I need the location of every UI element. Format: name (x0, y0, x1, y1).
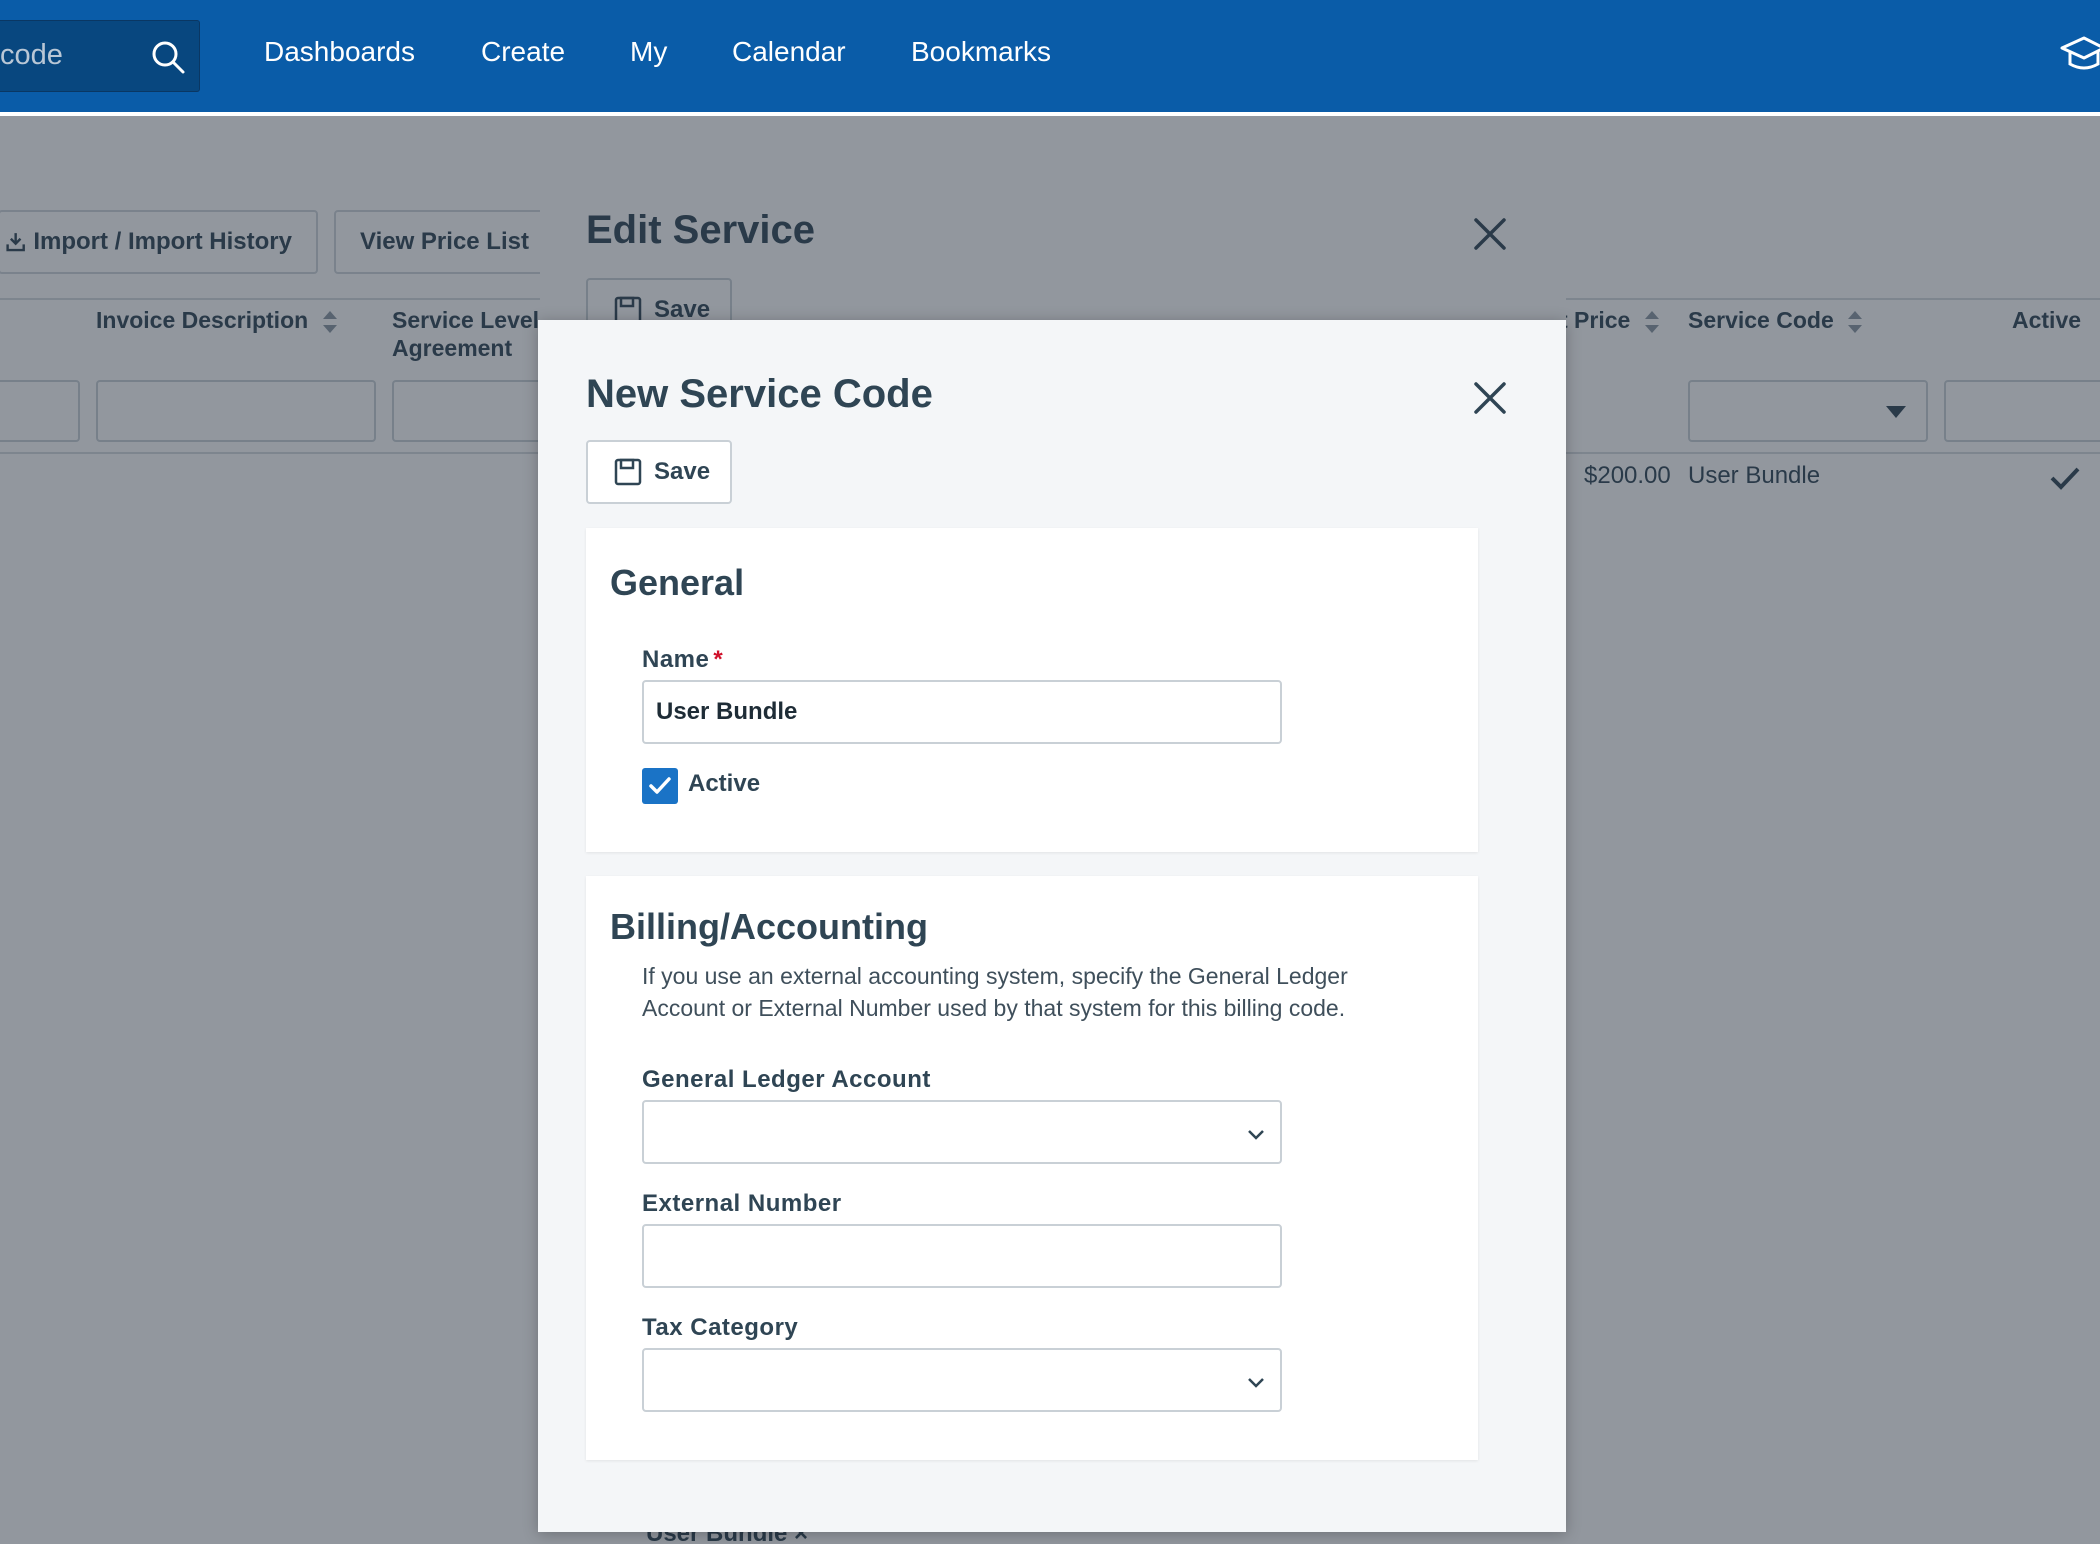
close-icon[interactable] (1472, 380, 1508, 416)
nav-link-dashboards[interactable]: Dashboards (264, 36, 415, 67)
chevron-down-icon (1246, 1124, 1266, 1144)
global-search[interactable] (0, 20, 200, 92)
active-label[interactable]: Active (688, 770, 761, 797)
name-input[interactable] (642, 680, 1282, 744)
new-service-code-dialog (538, 320, 1566, 1532)
billing-accounting-section (586, 876, 1478, 1460)
billing-section-title: Billing/Accounting (610, 906, 928, 947)
general-section (586, 528, 1478, 852)
gl-account-select[interactable] (642, 1100, 1282, 1164)
external-number-input[interactable] (642, 1224, 1282, 1288)
graduation-cap-icon[interactable] (2060, 34, 2100, 74)
tax-category-label: Tax Category (642, 1314, 799, 1341)
top-nav-bar (0, 0, 2100, 112)
check-icon (642, 768, 678, 804)
billing-description: If you use an external accounting system, specify the General Ledger Account or External Number used by that system for this billing code. (642, 963, 1348, 1021)
dialog-title: New Service Code (586, 372, 933, 416)
chevron-down-icon (1246, 1372, 1266, 1392)
required-marker: * (713, 646, 724, 673)
search-input-text[interactable]: code (0, 39, 63, 71)
name-label: Name * (642, 646, 724, 673)
save-label: Save (654, 458, 711, 485)
gl-account-label: General Ledger Account (642, 1066, 931, 1093)
nav-link-create[interactable]: Create (481, 36, 566, 67)
save-button[interactable] (586, 440, 732, 504)
external-number-label: External Number (642, 1190, 842, 1217)
active-checkbox[interactable] (642, 768, 678, 804)
nav-link-calendar[interactable]: Calendar (732, 36, 846, 67)
nav-link-bookmarks[interactable]: Bookmarks (911, 36, 1052, 67)
search-icon[interactable] (150, 39, 186, 75)
general-section-title: General (610, 562, 745, 603)
save-icon (614, 458, 642, 486)
nav-link-my[interactable]: My (630, 36, 668, 67)
tax-category-select[interactable] (642, 1348, 1282, 1412)
